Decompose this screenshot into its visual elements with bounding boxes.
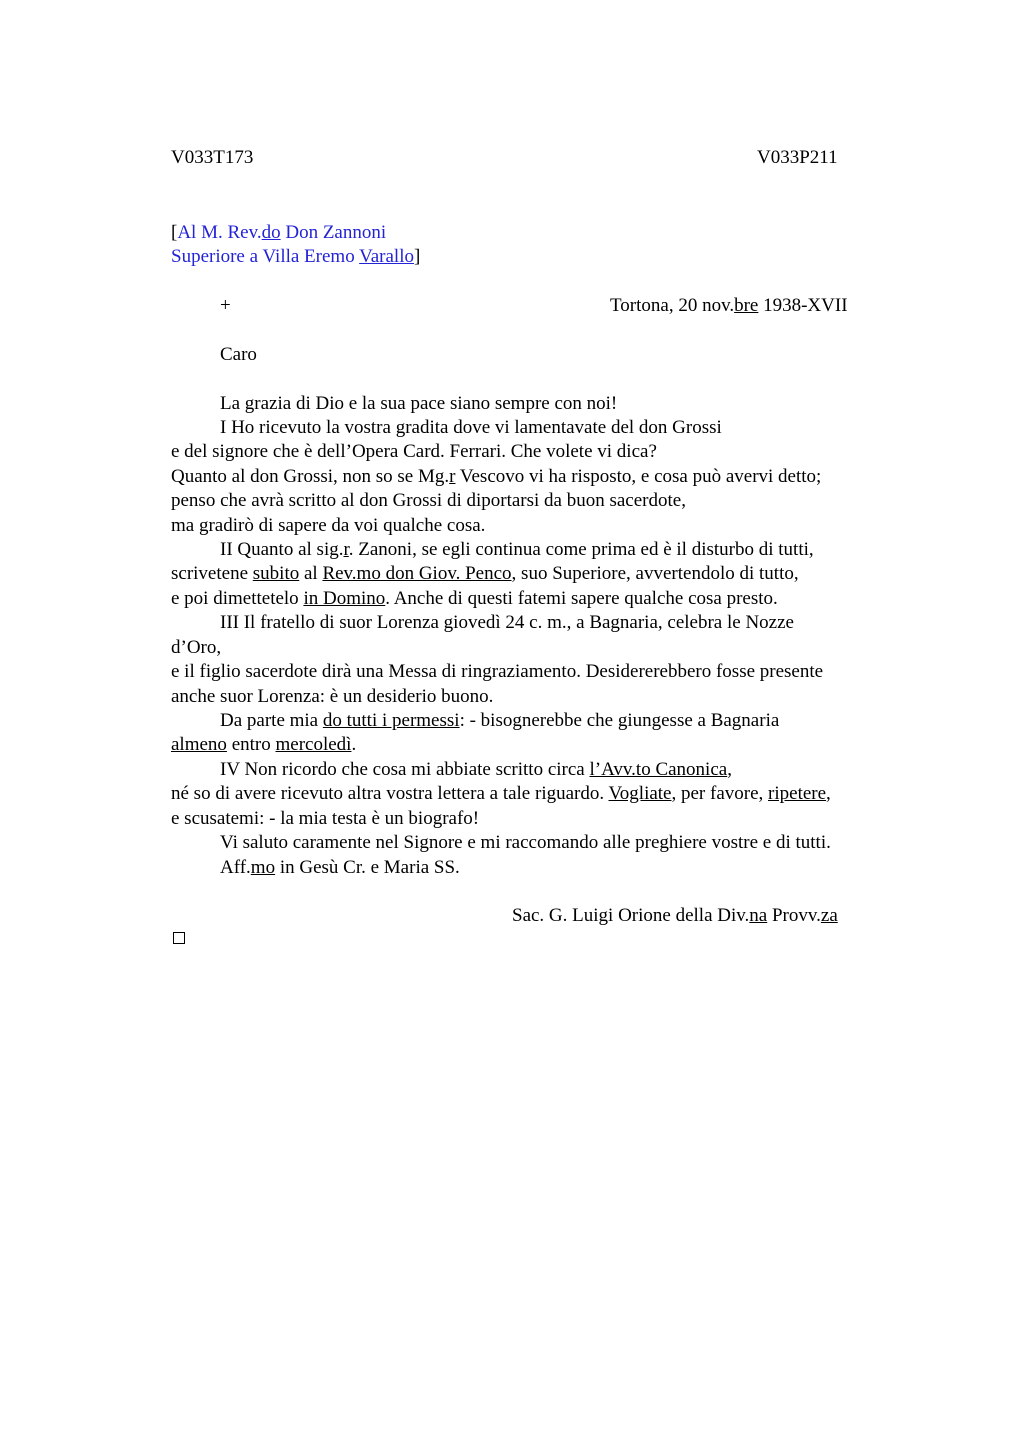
body-line: II Quanto al sig.r. Zanoni, se egli continua come prima ed è il disturbo di tutti, [220,539,814,560]
cross-symbol: + [220,295,231,316]
body-line: né so di avere ricevuto altra vostra lettera a tale riguardo. Vogliate, per favore, ripetere, [171,783,831,804]
body-line: e scusatemi: - la mia testa è un biografo! [171,808,480,829]
body-line: scrivetene subito al Rev.mo don Giov. Penco, suo Superiore, avvertendolo di tutto, [171,563,799,584]
signature: Sac. G. Luigi Orione della Div.na Provv.za [512,905,838,926]
body-line: IV Non ricordo che cosa mi abbiate scritto circa l’Avv.to Canonica, [220,759,732,780]
closing-line: Aff.mo in Gesù Cr. e Maria SS. [220,857,460,878]
end-marker-square-icon [173,932,185,944]
document-code-right: V033P211 [757,147,838,168]
body-line: La grazia di Dio e la sua pace siano sempre con noi! [220,393,618,414]
address-line-2: Superiore a Villa Eremo Varallo] [171,246,421,267]
dateline: Tortona, 20 nov.bre 1938-XVII [610,295,848,316]
body-line: e poi dimettetelo in Domino. Anche di questi fatemi sapere qualche cosa presto. [171,588,778,609]
body-line: Quanto al don Grossi, non so se Mg.r Vescovo vi ha risposto, e cosa può avervi detto; [171,466,822,487]
body-line: anche suor Lorenza: è un desiderio buono. [171,686,494,707]
body-line: almeno entro mercoledì. [171,734,357,755]
document-code-left: V033T173 [171,147,254,168]
body-line: d’Oro, [171,637,222,658]
body-line: I Ho ricevuto la vostra gradita dove vi lamentavate del don Grossi [220,417,722,438]
body-line: e il figlio sacerdote dirà una Messa di ringraziamento. Desidererebbero fosse presente [171,661,824,682]
address-line-1: [Al M. Rev.do Don Zannoni [171,222,387,243]
body-line: Vi saluto caramente nel Signore e mi raccomando alle preghiere vostre e di tutti. [220,832,831,853]
body-line: e del signore che è dell’Opera Card. Ferrari. Che volete vi dica? [171,441,657,462]
body-line: penso che avrà scritto al don Grossi di diportarsi da buon sacerdote, [171,490,686,511]
body-line: Da parte mia do tutti i permessi: - bisognerebbe che giungesse a Bagnaria [220,710,780,731]
body-line: ma gradirò di sapere da voi qualche cosa. [171,515,486,536]
salutation: Caro [220,344,257,365]
body-line: III Il fratello di suor Lorenza giovedì 24 c. m., a Bagnaria, celebra le Nozze [220,612,794,633]
